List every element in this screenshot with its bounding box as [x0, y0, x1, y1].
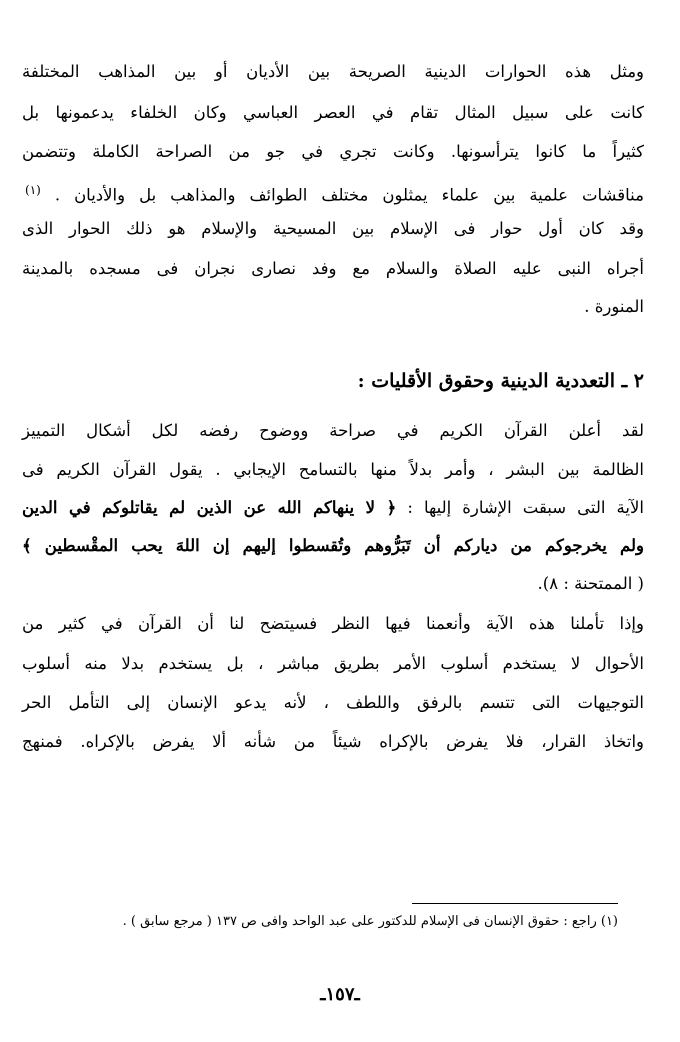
- quran-quote-end: ولم يخرجوكم من دياركم أن تَبَرُّوهم وتُقسطوا إليهم إن اللهَ يحب المقْسطين ﴾: [22, 536, 644, 555]
- text-line: التوجيهات التى تتسم بالرفق واللطف ، لأنه يدعو الإنسان إلى التأمل الحر: [22, 693, 644, 712]
- footnote-marker: (١): [25, 183, 41, 197]
- text-line: الظالمة بين البشر ، وأمر بدلاً منها بالتسامح الإيجابي . يقول القرآن الكريم فى: [22, 460, 644, 479]
- page-number: ـ١٥٧ـ: [320, 984, 360, 1005]
- text-span: مناقشات علمية بين علماء يمثلون مختلف الطوائف والمذاهب بل والأديان .: [54, 185, 644, 205]
- text-line-with-footnote: [22, 177, 644, 203]
- text-span: الآية التى سبقت الإشارة إليها :: [407, 498, 644, 517]
- text-line: كانت على سبيل المثال تقام في العصر العباسي وكان الخلفاء يدعمونها بل: [22, 103, 644, 122]
- section-heading: ٢ ـ التعددية الدينية وحقوق الأقليات :: [357, 370, 644, 392]
- footnote: (١) راجع : حقوق الإنسان فى الإسلام للدكتور على عبد الواحد وافى ص ١٣٧ ( مرجع سابق ) .: [122, 914, 618, 929]
- text-line-with-quote: [22, 495, 644, 521]
- text-line: أجراه النبى عليه الصلاة والسلام مع وفد نصارى نجران فى مسجده بالمدينة: [22, 259, 644, 278]
- quran-reference: ( الممتحنة : ٨).: [537, 574, 644, 593]
- text-line: المنورة .: [584, 297, 644, 316]
- text-line: وقد كان أول حوار فى الإسلام بين المسيحية والإسلام هو ذلك الحوار الذى: [22, 219, 644, 238]
- footnote-divider: [412, 903, 618, 904]
- text-line: ومثل هذه الحوارات الدينية الصريحة بين الأديان أو بين المذاهب المختلفة: [22, 62, 644, 81]
- text-line: وإذا تأملنا هذه الآية وأنعمنا فيها النظر فسيتضح لنا أن القرآن في كثير من: [22, 614, 644, 633]
- quran-quote-start: ﴿ لا ينهاكم الله عن الذين لم يقاتلوكم في الدين: [22, 498, 397, 517]
- text-line: واتخاذ القرار، فلا يفرض بالإكراه شيئاً من شأنه ألا يفرض بالإكراه. فمنهج: [22, 732, 644, 751]
- text-line: لقد أعلن القرآن الكريم في صراحة ووضوح رفضه لكل أشكال التمييز: [22, 421, 644, 440]
- text-line: كثيراً ما كانوا يترأسونها. وكانت تجري في جو من الصراحة الكاملة وتتضمن: [22, 142, 644, 161]
- text-line: الأحوال لا يستخدم أسلوب الأمر بطريق مباشر ، بل يستخدم بدلا منه أسلوب: [22, 654, 644, 673]
